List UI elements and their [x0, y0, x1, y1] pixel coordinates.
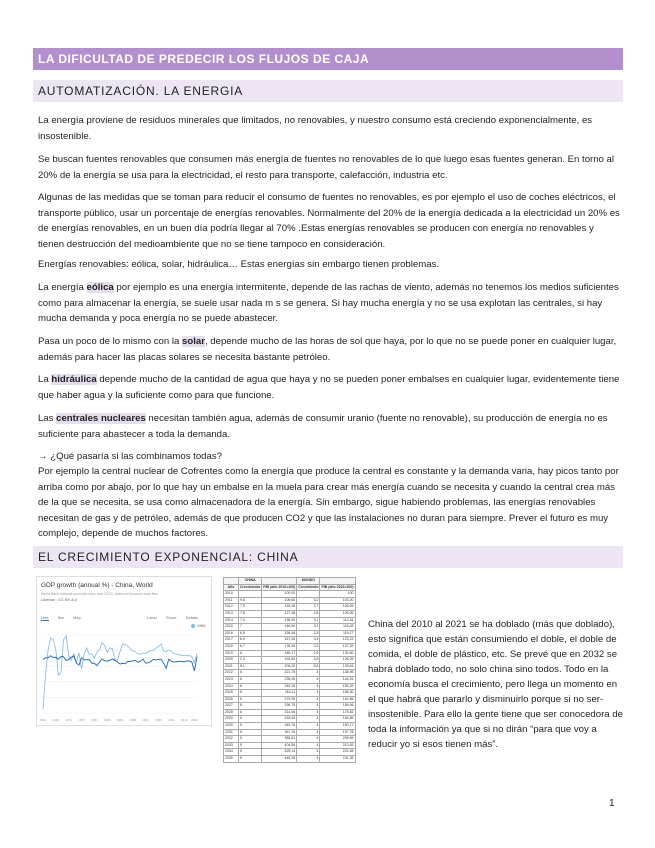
table-cell: 2012: [224, 604, 239, 611]
table-row: [224, 610, 356, 617]
table-cell: 133,61: [320, 663, 355, 670]
table-row: [224, 643, 356, 650]
table-cell: 4: [297, 716, 320, 723]
table-cell: 2022: [224, 670, 239, 677]
x-tick-label: 2016: [180, 718, 188, 722]
table-row: [224, 703, 356, 710]
paragraph-wind: [38, 280, 620, 327]
table-cell: 7: [239, 624, 262, 631]
table-cell: 156,30: [320, 690, 355, 697]
table-cell: 7,9: [239, 604, 262, 611]
tab-map[interactable]: Map: [73, 615, 81, 620]
china-growth-text: China del 2010 al 2021 se ha doblado (más que doblado), esto significa que están consumiendo el doble, el doble de comida, el doble de plástico, etc. Se prevé que en 2032 se habrá doblado todo, no solo china sino todos. Todo en la economía busca el crecimiento, pero llega un momento en el que habrá que pararlo y disminuirlo porque si no ser-insostenible. Para ello la gente tiene que ser conocedora de toda la información ya que si no dirán “para que voy a reducir yo si esos tienen más”.: [368, 619, 623, 750]
table-row: [224, 749, 356, 756]
table-cell: 446,39: [262, 756, 297, 763]
paragraph-energy-2: Se buscan fuentes renovables que consumen más energía de fuentes no renovables de lo que luego esas fuentes generan. En torno al 20% de la energía se usa para la electricidad, el resto para transporte, calefacción, industria etc.: [38, 154, 615, 181]
legend-dot-icon: [191, 624, 195, 628]
table-cell: 115,93: [320, 624, 355, 631]
table-cell: 150,29: [320, 683, 355, 690]
table-cell: 2033: [224, 742, 239, 749]
table-cell: 4: [297, 670, 320, 677]
table-row: [224, 756, 356, 763]
table-cell: 6: [239, 670, 262, 677]
table-row: [224, 716, 356, 723]
x-tick-label: 2011: [168, 718, 175, 722]
table-row: [224, 736, 356, 743]
table-cell: 3,4: [297, 637, 320, 644]
table-cell: 4: [297, 723, 320, 730]
table-row: [224, 670, 356, 677]
table-cell: 2028: [224, 709, 239, 716]
table-cell: 222,48: [320, 749, 355, 756]
highlight-solar: solar: [182, 336, 205, 347]
table-cell: [239, 591, 262, 598]
table-cell: 385,61: [262, 736, 297, 743]
table-row: [224, 676, 356, 683]
option-share[interactable]: Share: [165, 615, 177, 620]
gdp-chart-license: License : CC BY-4.0: [41, 597, 77, 602]
table-cell: 6: [239, 690, 262, 697]
table-cell: Crecimiento: [239, 584, 262, 591]
table-cell: 126,29: [320, 657, 355, 664]
table-cell: 5: [239, 723, 262, 730]
x-tick-label: 1976: [78, 718, 85, 722]
table-cell: [297, 591, 320, 598]
paragraph-energy-4: Energías renovables: eólica, solar, hidráulica… Estas energías sin embargo tienen problemas.: [38, 259, 440, 270]
paragraph-nuclear: [38, 411, 620, 442]
table-cell: 205,69: [320, 736, 355, 743]
table-cell: 333,43: [262, 716, 297, 723]
table-cell: 118,26: [262, 604, 297, 611]
table-cell: 193,52: [262, 657, 297, 664]
gdp-chart-plot: [41, 631, 209, 723]
table-row: [224, 657, 356, 664]
table-cell: 103,20: [320, 597, 355, 604]
table-row: [224, 637, 356, 644]
table-cell: 6: [239, 696, 262, 703]
x-tick-label: 1961: [39, 718, 47, 722]
table-cell: 296,75: [262, 703, 297, 710]
tab-bar[interactable]: Bar: [57, 615, 64, 620]
table-cell: 182,86: [320, 716, 355, 723]
table-cell: 169,06: [320, 703, 355, 710]
table-cell: Año: [224, 584, 239, 591]
table-cell: 175,82: [320, 709, 355, 716]
text-run: Las: [38, 413, 57, 424]
page-number: 1: [609, 798, 615, 809]
table-cell: 2013: [224, 610, 239, 617]
table-cell: 109,06: [320, 610, 355, 617]
text-run: por ejemplo es una energía intermitente, depende de las rachas de viento, además no tenemos los medios suficientes como para almacenar la energía, se suele usar nada m s se genera. Si hay mucha energía y no se usa explotan las centrales, si hay mucha demanda y poca energía no se puede abastecer.: [38, 282, 619, 324]
table-cell: 5,8: [297, 663, 320, 670]
x-tick-label: 1996: [129, 718, 137, 722]
table-cell: 2014: [224, 617, 239, 624]
table-cell: 2,6: [297, 650, 320, 657]
table-row: [224, 696, 356, 703]
table-row: [224, 617, 356, 624]
table-cell: 130,60: [320, 650, 355, 657]
table-cell: 3,5: [297, 657, 320, 664]
table-cell: 197,78: [320, 729, 355, 736]
table-cell: 109,60: [262, 597, 297, 604]
text-run: necesitan también agua, además de consumir uranio (fuente no renovable), su producción de energía no es suficiente para abastecer a toda la demanda.: [38, 413, 608, 440]
table-cell: 156,46: [262, 630, 297, 637]
option-label[interactable]: Label: [147, 615, 157, 620]
x-tick-label: 2020: [191, 718, 198, 722]
table-cell: 2023: [224, 676, 239, 683]
table-cell: 2,8: [297, 610, 320, 617]
table-header-row: [224, 584, 356, 591]
table-row: [224, 630, 356, 637]
table-cell: 235,05: [262, 676, 297, 683]
table-row: [224, 604, 356, 611]
table-row: [224, 597, 356, 604]
gdp-chart-title: GDP growth (annual %) - China, World: [41, 582, 153, 589]
table-cell: 4: [297, 683, 320, 690]
gdp-projection-table: [223, 577, 356, 763]
table-cell: [262, 578, 297, 585]
table-cell: 2034: [224, 749, 239, 756]
x-tick-label: 1991: [116, 718, 124, 722]
highlight-eolica: eólica: [86, 282, 114, 293]
table-cell: 7,8: [239, 610, 262, 617]
table-cell: 4: [297, 690, 320, 697]
table-cell: 4: [297, 676, 320, 683]
legend-label: 1961: [197, 623, 206, 628]
table-cell: 119,17: [320, 630, 355, 637]
table-cell: 249,16: [262, 683, 297, 690]
table-row: [224, 624, 356, 631]
table-cell: 4: [297, 736, 320, 743]
table-cell: [320, 578, 355, 585]
highlight-hidraulica: hidráulica: [51, 374, 97, 385]
table-cell: 2015: [224, 624, 239, 631]
table-cell: 4: [297, 742, 320, 749]
table-cell: 4: [297, 756, 320, 763]
table-cell: 209,20: [262, 663, 297, 670]
table-cell: 4: [297, 703, 320, 710]
table-cell: [224, 578, 239, 585]
table-cell: 231,38: [320, 756, 355, 763]
table-row: [224, 742, 356, 749]
table-cell: 2,3: [239, 657, 262, 664]
table-cell: 2024: [224, 683, 239, 690]
table-cell: 6: [239, 716, 262, 723]
table-cell: 112,44: [320, 617, 355, 624]
gdp-chart-options[interactable]: [147, 615, 206, 620]
table-cell: 5: [239, 749, 262, 756]
table-cell: 2,7: [297, 604, 320, 611]
table-cell: 2,8: [297, 630, 320, 637]
table-cell: 221,75: [262, 670, 297, 677]
table-cell: 264,11: [262, 690, 297, 697]
table-row: [224, 663, 356, 670]
table-cell: PIB (año 2010=100): [262, 584, 297, 591]
paragraph-solar: [38, 334, 620, 365]
table-cell: 5: [239, 756, 262, 763]
table-cell: 2035: [224, 756, 239, 763]
gdp-chart-card: [36, 576, 212, 726]
table-cell: Crecimiento: [297, 584, 320, 591]
text-run: Pasa un poco de lo mismo con la: [38, 336, 182, 347]
table-cell: 404,89: [262, 742, 297, 749]
section-heading-energy: AUTOMATIZACIÓN. LA ENERGIA: [33, 80, 623, 102]
table-cell: 3,1: [297, 617, 320, 624]
table-cell: 5: [239, 742, 262, 749]
text-run: depende mucho de la cantidad de agua que haya y no se pueden poner embalses en cualquier lugar, evidentemente tiene que haber agua y la suficiente como para que funcione.: [38, 374, 620, 401]
series-line-china: [43, 636, 197, 709]
table-cell: 8,1: [239, 663, 262, 670]
table-row: [224, 723, 356, 730]
table-row: [224, 690, 356, 697]
x-tick-label: 1986: [103, 718, 111, 722]
table-cell: 6: [239, 676, 262, 683]
table-header-row: [224, 578, 356, 585]
x-tick-label: 1966: [52, 718, 60, 722]
table-cell: 279,95: [262, 696, 297, 703]
gdp-chart-legend: [191, 623, 206, 628]
table-row: [224, 591, 356, 598]
table-cell: 5: [239, 729, 262, 736]
table-cell: 2020: [224, 657, 239, 664]
table-cell: 144,51: [320, 676, 355, 683]
table-cell: 2030: [224, 723, 239, 730]
table-cell: 3,1: [297, 624, 320, 631]
table-cell: 189,17: [262, 650, 297, 657]
table-cell: 190,17: [320, 723, 355, 730]
paragraph-hydraulic: [38, 372, 620, 403]
table-row: [224, 729, 356, 736]
table-cell: 2032: [224, 736, 239, 743]
table-cell: 146,50: [262, 624, 297, 631]
table-cell: 136,92: [262, 617, 297, 624]
table-cell: 2025: [224, 690, 239, 697]
table-cell: 6,8: [239, 630, 262, 637]
page-banner: LA DIFICULTAD DE PREDECIR LOS FLUJOS DE CAJA: [33, 48, 623, 70]
table-cell: 2029: [224, 716, 239, 723]
table-cell: 6: [239, 683, 262, 690]
table-cell: 4: [297, 729, 320, 736]
table-cell: 4: [297, 749, 320, 756]
table-cell: 2011: [224, 597, 239, 604]
x-tick-label: 1981: [90, 718, 98, 722]
table-cell: 127,48: [262, 610, 297, 617]
gdp-chart-meta: World Bank national accounts data, and OECD National Accounts data files.: [41, 592, 159, 596]
x-tick-label: 2006: [155, 718, 162, 722]
table-cell: 178,46: [262, 643, 297, 650]
table-cell: 5: [239, 736, 262, 743]
table-cell: 3,2: [297, 597, 320, 604]
table-cell: 138,95: [320, 670, 355, 677]
text-run: , depende mucho de las horas de sol que haya, por lo que no se puede poner en cualquier lugar, además para hacer las placas solares se necesita bastante petróleo.: [38, 336, 617, 363]
tab-line[interactable]: Line: [41, 615, 49, 620]
paragraph-cofrentes: Por ejemplo la central nuclear de Cofrentes como la energía que produce la central es constante y la demanda varia, hay picos tanto por arriba como por abajo, por lo que hay un embalse en la muela para crear más energía cuando se necesita y cuando la central crea más de la que se necesita, se usa como almacenadora de la energía. Sin embargo, sigue habiendo problemas, las energías renovables necesitan de gas y de petróleo, además de que producen CO2 y que las instalaciones no duran para siempre. Prever el futuro es muy complejo, depende de muchos factores.: [38, 466, 619, 539]
table-cell: 2026: [224, 696, 239, 703]
paragraph-question: → ¿Qué pasaría si las combinamos todas?: [38, 451, 222, 462]
table-cell: 2027: [224, 703, 239, 710]
table-cell: 2018: [224, 643, 239, 650]
paragraph-energy-3: Algunas de las medidas que se toman para reducir el consumo de fuentes no renovables, es por ejemplo el uso de coches eléctricos, el transporte público, usar un porcentaje de energías renovables. Normalmente del 20% de la energía dedicada a la electricidad un 20% es de energías renovables, en un buen día podría llegar al 70% .Estas energías renovables se producen con energía no renovables y tienen destrucción del medioambiente que no se tiene tampoco en consideración.: [38, 192, 620, 250]
table-cell: 123,23: [320, 637, 355, 644]
table-cell: 2016: [224, 630, 239, 637]
option-details[interactable]: Details: [185, 615, 198, 620]
table-cell: MUNDO: [297, 578, 320, 585]
table-cell: 425,14: [262, 749, 297, 756]
table-cell: 4: [297, 696, 320, 703]
table-cell: 9,6: [239, 597, 262, 604]
table-cell: 167,26: [262, 637, 297, 644]
table-cell: 106,09: [320, 604, 355, 611]
table-cell: 2010: [224, 591, 239, 598]
gdp-chart-tabs[interactable]: [41, 615, 89, 620]
table-cell: 6: [239, 709, 262, 716]
text-run: La: [38, 374, 52, 385]
table-row: [224, 709, 356, 716]
x-tick-label: 1971: [65, 718, 73, 722]
table-cell: 4: [297, 709, 320, 716]
table-row: [224, 683, 356, 690]
table-cell: 100: [320, 591, 355, 598]
table-cell: 162,56: [320, 696, 355, 703]
table-cell: 6: [239, 650, 262, 657]
x-tick-label: 2001: [142, 718, 150, 722]
section-heading-china: EL CRECIMIENTO EXPONENCIAL: CHINA: [33, 546, 623, 568]
table-cell: 3,3: [297, 643, 320, 650]
paragraph-energy-1: La energía proviene de residuos minerales que limitados, no renovables, y nuestro consumo está creciendo exponencialmente, es insostenible.: [38, 115, 593, 142]
table-cell: 349,76: [262, 723, 297, 730]
table-cell: 6,7: [239, 643, 262, 650]
table-cell: 127,29: [320, 643, 355, 650]
table-cell: 7,4: [239, 617, 262, 624]
table-cell: 2021: [224, 663, 239, 670]
table-row: [224, 650, 356, 657]
text-run: La energía: [38, 282, 87, 293]
table-cell: 100,00: [262, 591, 297, 598]
table-cell: 6: [239, 703, 262, 710]
table-cell: CHINA: [239, 578, 262, 585]
table-cell: 2019: [224, 650, 239, 657]
table-cell: 314,56: [262, 709, 297, 716]
table-cell: 367,25: [262, 729, 297, 736]
series-line-world: [43, 656, 197, 671]
table-cell: PIB (año 2010=100): [320, 584, 355, 591]
highlight-nucleares: centrales nucleares: [56, 413, 146, 424]
table-cell: 2017: [224, 637, 239, 644]
table-cell: 213,92: [320, 742, 355, 749]
table-cell: 2031: [224, 729, 239, 736]
table-cell: 6,9: [239, 637, 262, 644]
